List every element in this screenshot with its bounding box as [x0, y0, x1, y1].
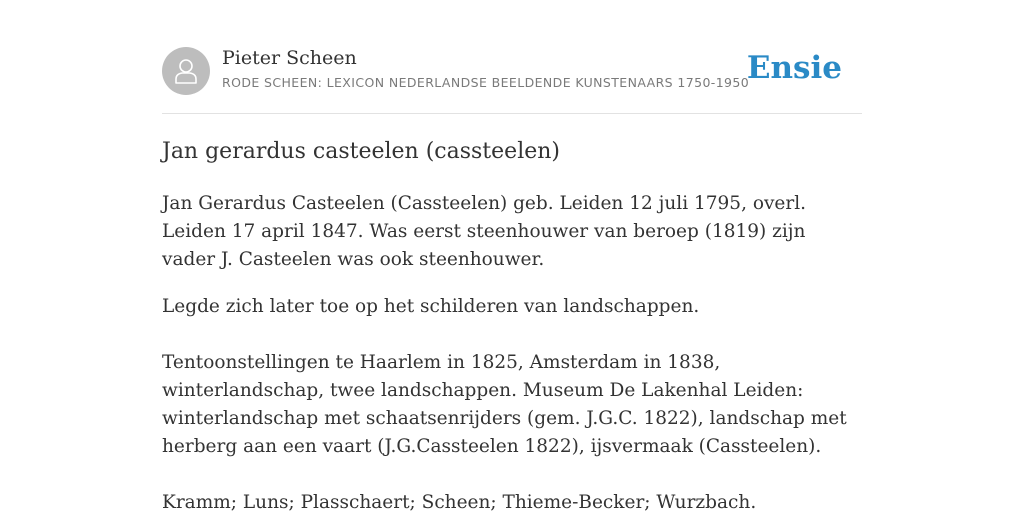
author-name[interactable]: Pieter Scheen	[222, 47, 357, 69]
source-label[interactable]: RODE SCHEEN: LEXICON NEDERLANDSE BEELDENDE KUNSTENAARS 1750-1950	[222, 75, 750, 90]
paragraph: Kramm; Luns; Plasschaert; Scheen; Thieme-Becker; Wurzbach.	[162, 492, 757, 513]
header	[162, 46, 862, 96]
paragraph: Legde zich later toe op het schilderen van landschappen.	[162, 296, 700, 317]
ensie-logo[interactable]: Ensie	[746, 50, 842, 86]
paragraph-spacer	[162, 321, 862, 349]
header-divider	[162, 113, 862, 114]
user-icon	[171, 56, 201, 86]
avatar[interactable]	[162, 47, 210, 95]
paragraph: Tentoonstellingen te Haarlem in 1825, Amsterdam in 1838, winterlandschap, twee landschappen. Museum De Lakenhal Leiden: winterlandschap met schaatsenrijders (gem. J.G.C. 1822), landschap met herberg aan een vaart (J.G.Cassteelen 1822), ijsvermaak (Cassteelen).	[162, 352, 847, 457]
paragraph-spacer	[162, 461, 862, 489]
article-body	[162, 190, 862, 517]
article-title: Jan gerardus casteelen (cassteelen)	[162, 139, 560, 164]
paragraph: Jan Gerardus Casteelen (Cassteelen) geb. Leiden 12 juli 1795, overl. Leiden 17 april 1847. Was eerst steenhouwer van beroep (1819) zijn vader J. Casteelen was ook steenhouwer.	[162, 193, 807, 270]
